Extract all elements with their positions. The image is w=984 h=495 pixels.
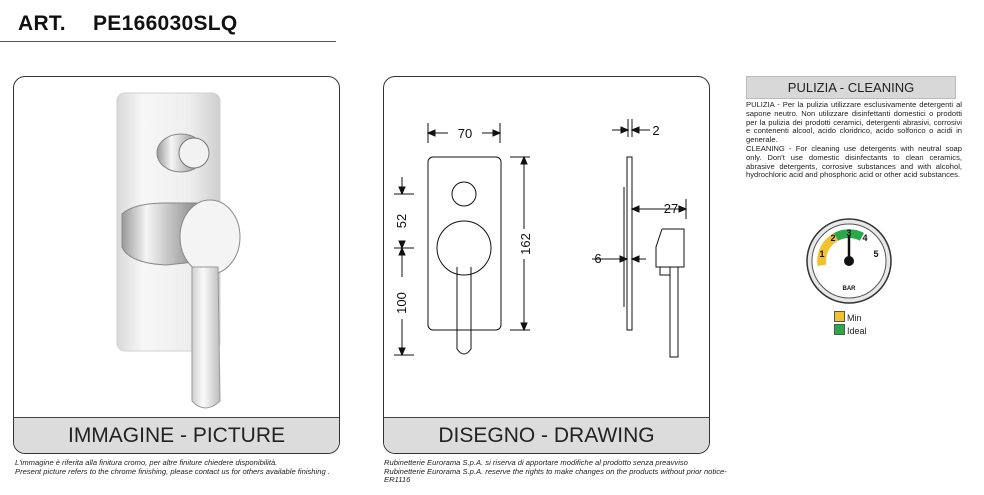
cleaning-text — [746, 101, 962, 180]
dim-height-100: 100 — [394, 292, 409, 314]
picture-note-it: L'immagine è riferita alla finitura cromo, per altre finiture chiedere disponibilità. — [15, 458, 278, 467]
product-image — [14, 77, 339, 417]
header-divider — [0, 41, 336, 42]
cleaning-text-it: PULIZIA - Per la pulizia utilizzare esclusivamente detergenti al sapone neutro. Non utilizzare disinfettanti domestici o prodotti per la pulizia dei prodotti ceramici, detergenti abrasivi, corrosivi e contenenti alcool, acido cloridrico, acido solforico o acidi in generale. — [746, 100, 962, 145]
picture-panel — [13, 76, 340, 454]
gauge-tick-5: 5 — [873, 249, 879, 259]
picture-caption: IMMAGINE - PICTURE — [14, 417, 339, 453]
gauge-legend — [834, 311, 867, 336]
pressure-gauge — [804, 216, 894, 306]
legend-ideal-swatch — [834, 324, 845, 335]
technical-drawing — [384, 77, 709, 417]
legend-min — [834, 311, 867, 323]
drawing-diverter — [452, 182, 476, 206]
legend-ideal — [834, 324, 867, 336]
drawing-note-it: Rubinetterie Eurorama S.p.A. si riserva di apportare modifiche al prodotto senza preavviso — [384, 458, 688, 467]
dim-height-52: 52 — [394, 213, 409, 229]
drawing-plate-side — [627, 157, 632, 330]
mixer-lever — [192, 267, 220, 408]
drawing-lever — [457, 267, 471, 354]
cleaning-title: PULIZIA - CLEANING — [746, 76, 956, 99]
drawing-mixer — [437, 221, 491, 275]
gauge-tick-1: 1 — [819, 249, 825, 259]
dim-depth-6: 6 — [594, 251, 602, 266]
article-code: PE166030SLQ — [93, 12, 238, 35]
gauge-tick-4: 4 — [862, 233, 868, 243]
dim-depth-27: 27 — [663, 201, 679, 216]
drawing-note — [384, 459, 734, 485]
drawing-panel — [383, 76, 710, 454]
dim-depth-2: 2 — [652, 123, 660, 138]
picture-note — [15, 459, 350, 476]
drawing-caption: DISEGNO - DRAWING — [384, 417, 709, 453]
legend-min-swatch — [834, 311, 845, 322]
article-header — [18, 12, 238, 36]
drawing-lever-side — [656, 229, 684, 357]
drawing-plate-front — [428, 157, 501, 330]
picture-note-en: Present picture refers to the chrome finishing, please contact us for others available finishing . — [15, 466, 330, 476]
article-label: ART. — [18, 12, 66, 35]
gauge-unit: BAR — [842, 286, 856, 292]
legend-ideal-label: Ideal — [847, 326, 867, 336]
gauge-tick-3: 3 — [846, 228, 852, 238]
diverter-knob — [179, 138, 209, 168]
gauge-tick-2: 2 — [830, 233, 836, 243]
cleaning-text-en: CLEANING - For cleaning use detergents with neutral soap only. Don't use domestic disinfectants to clean ceramics, abrasive detergents, corrosive substances and with alcohol, hydrochloric acid and phosphoric acid or other acid substances. — [746, 143, 962, 180]
dim-height-162: 162 — [518, 233, 533, 255]
drawing-note-en: Rubinetterie Eurorama S.p.A. reserve the rights to make changes on the products without prior notice-ER1116 — [384, 466, 727, 485]
dim-width-70: 70 — [457, 126, 473, 141]
mixer-cap — [180, 200, 240, 274]
legend-min-label: Min — [847, 313, 862, 323]
